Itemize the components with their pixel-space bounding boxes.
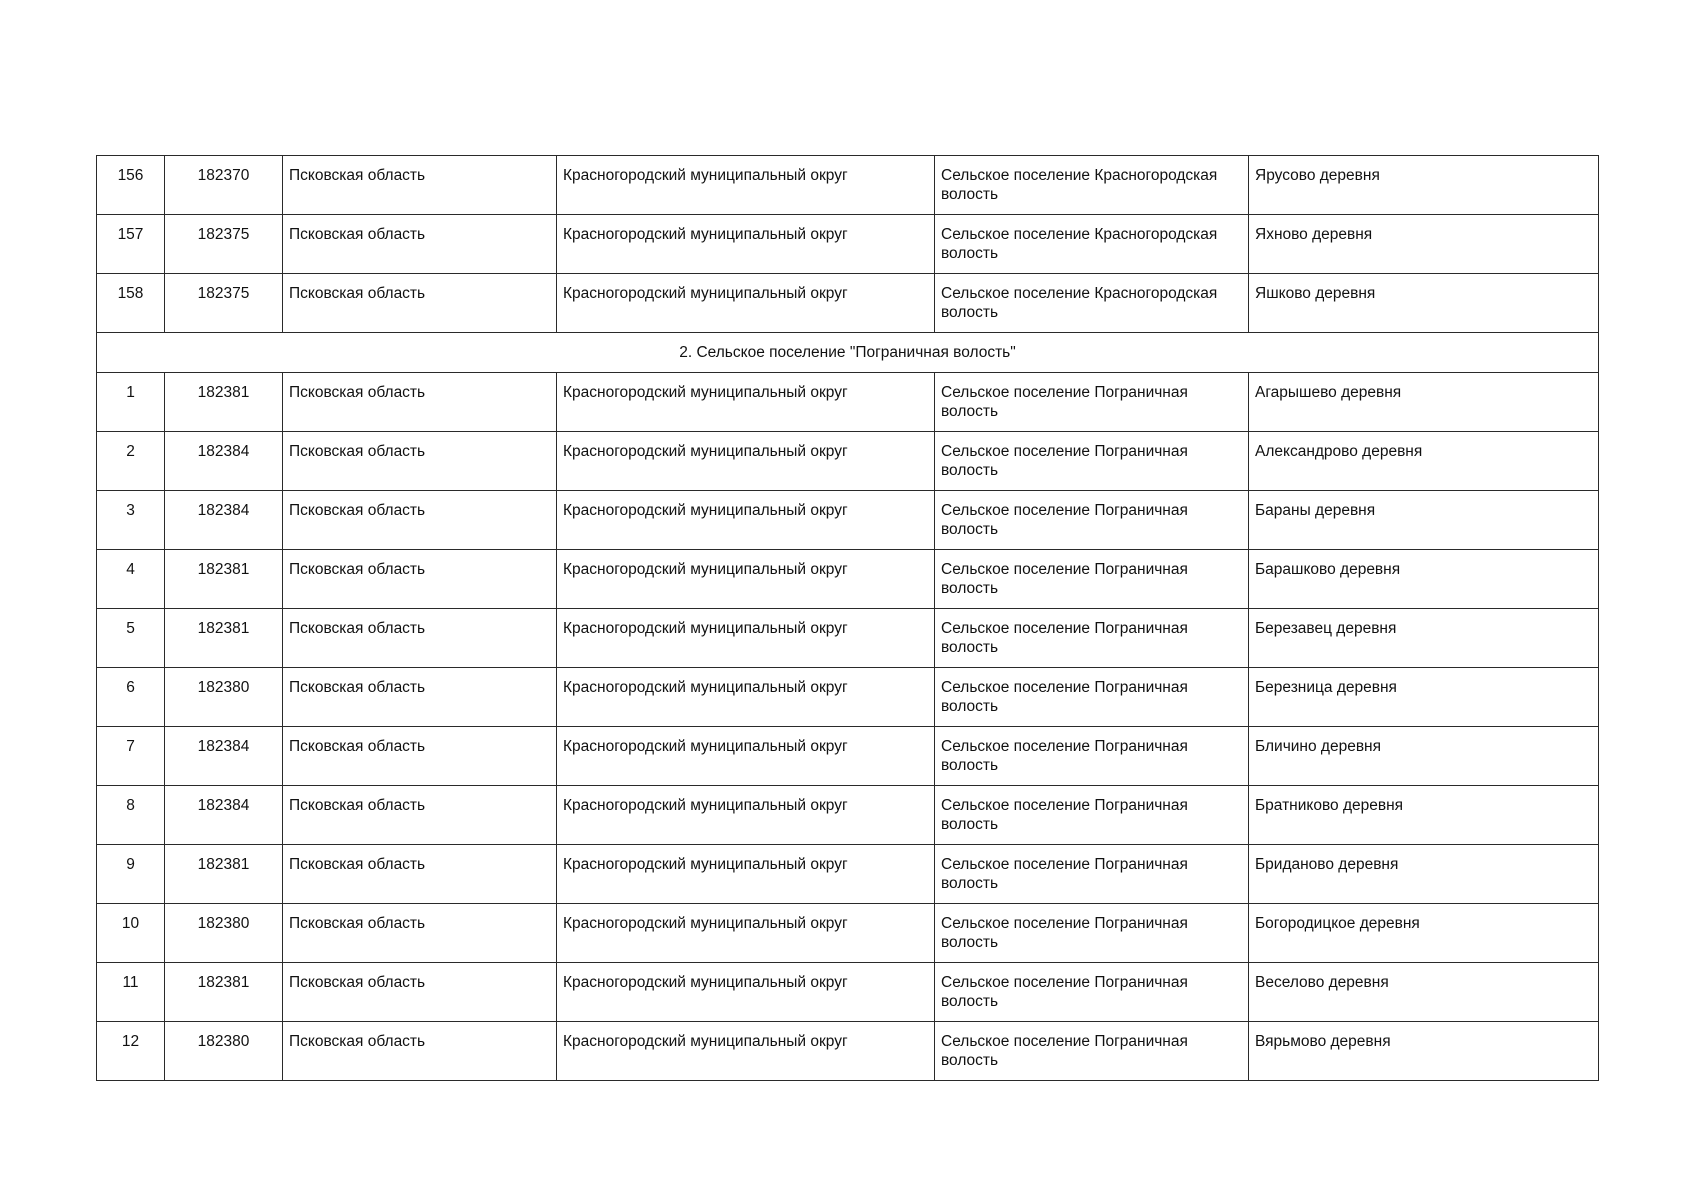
table-row bbox=[97, 786, 1599, 845]
postal-index-cell: 182380 bbox=[165, 668, 283, 727]
row-number-cell: 5 bbox=[97, 609, 165, 668]
row-number-cell: 11 bbox=[97, 963, 165, 1022]
region-cell: Псковская область bbox=[283, 215, 557, 274]
settlement-cell: Сельское поселение Красногородская волость bbox=[935, 274, 1249, 333]
table-row bbox=[97, 845, 1599, 904]
postal-index-cell: 182381 bbox=[165, 963, 283, 1022]
region-cell: Псковская область bbox=[283, 727, 557, 786]
table-row bbox=[97, 156, 1599, 215]
settlement-cell: Сельское поселение Пограничная волость bbox=[935, 432, 1249, 491]
row-number-cell: 1 bbox=[97, 373, 165, 432]
locality-cell: Березница деревня bbox=[1249, 668, 1599, 727]
row-number-cell: 9 bbox=[97, 845, 165, 904]
district-cell: Красногородский муниципальный округ bbox=[557, 491, 935, 550]
region-cell: Псковская область bbox=[283, 373, 557, 432]
row-number-cell: 157 bbox=[97, 215, 165, 274]
postal-index-cell: 182370 bbox=[165, 156, 283, 215]
locality-cell: Бриданово деревня bbox=[1249, 845, 1599, 904]
table-row bbox=[97, 668, 1599, 727]
locality-cell: Веселово деревня bbox=[1249, 963, 1599, 1022]
table-row bbox=[97, 432, 1599, 491]
postal-index-cell: 182375 bbox=[165, 215, 283, 274]
settlement-cell: Сельское поселение Пограничная волость bbox=[935, 727, 1249, 786]
postal-index-cell: 182384 bbox=[165, 786, 283, 845]
settlement-cell: Сельское поселение Пограничная волость bbox=[935, 845, 1249, 904]
locality-cell: Барашково деревня bbox=[1249, 550, 1599, 609]
row-number-cell: 158 bbox=[97, 274, 165, 333]
district-cell: Красногородский муниципальный округ bbox=[557, 786, 935, 845]
region-cell: Псковская область bbox=[283, 786, 557, 845]
settlement-cell: Сельское поселение Пограничная волость bbox=[935, 1022, 1249, 1081]
locality-cell: Вярьмово деревня bbox=[1249, 1022, 1599, 1081]
postal-index-cell: 182381 bbox=[165, 373, 283, 432]
settlement-cell: Сельское поселение Пограничная волость bbox=[935, 373, 1249, 432]
locality-cell: Яхново деревня bbox=[1249, 215, 1599, 274]
table-row bbox=[97, 963, 1599, 1022]
region-cell: Псковская область bbox=[283, 668, 557, 727]
region-cell: Псковская область bbox=[283, 845, 557, 904]
postal-index-cell: 182384 bbox=[165, 491, 283, 550]
row-number-cell: 8 bbox=[97, 786, 165, 845]
locality-cell: Березавец деревня bbox=[1249, 609, 1599, 668]
locality-cell: Бличино деревня bbox=[1249, 727, 1599, 786]
district-cell: Красногородский муниципальный округ bbox=[557, 432, 935, 491]
table-row bbox=[97, 904, 1599, 963]
section-title: 2. Сельское поселение "Пограничная волость" bbox=[97, 333, 1599, 373]
region-cell: Псковская область bbox=[283, 609, 557, 668]
district-cell: Красногородский муниципальный округ bbox=[557, 215, 935, 274]
region-cell: Псковская область bbox=[283, 432, 557, 491]
locality-cell: Александрово деревня bbox=[1249, 432, 1599, 491]
settlement-cell: Сельское поселение Красногородская волость bbox=[935, 215, 1249, 274]
settlement-cell: Сельское поселение Пограничная волость bbox=[935, 904, 1249, 963]
district-cell: Красногородский муниципальный округ bbox=[557, 373, 935, 432]
district-cell: Красногородский муниципальный округ bbox=[557, 668, 935, 727]
table-row bbox=[97, 274, 1599, 333]
region-cell: Псковская область bbox=[283, 274, 557, 333]
locality-cell: Бараны деревня bbox=[1249, 491, 1599, 550]
region-cell: Псковская область bbox=[283, 963, 557, 1022]
region-cell: Псковская область bbox=[283, 550, 557, 609]
table-row bbox=[97, 727, 1599, 786]
table-row bbox=[97, 215, 1599, 274]
settlement-cell: Сельское поселение Красногородская волость bbox=[935, 156, 1249, 215]
table-row bbox=[97, 491, 1599, 550]
region-cell: Псковская область bbox=[283, 1022, 557, 1081]
settlements-table bbox=[96, 155, 1599, 1081]
district-cell: Красногородский муниципальный округ bbox=[557, 904, 935, 963]
settlement-cell: Сельское поселение Пограничная волость bbox=[935, 668, 1249, 727]
row-number-cell: 6 bbox=[97, 668, 165, 727]
region-cell: Псковская область bbox=[283, 156, 557, 215]
region-cell: Псковская область bbox=[283, 491, 557, 550]
table-row bbox=[97, 1022, 1599, 1081]
district-cell: Красногородский муниципальный округ bbox=[557, 727, 935, 786]
locality-cell: Яшково деревня bbox=[1249, 274, 1599, 333]
postal-index-cell: 182375 bbox=[165, 274, 283, 333]
row-number-cell: 12 bbox=[97, 1022, 165, 1081]
postal-index-cell: 182384 bbox=[165, 432, 283, 491]
locality-cell: Братниково деревня bbox=[1249, 786, 1599, 845]
row-number-cell: 156 bbox=[97, 156, 165, 215]
settlement-cell: Сельское поселение Пограничная волость bbox=[935, 963, 1249, 1022]
postal-index-cell: 182381 bbox=[165, 550, 283, 609]
district-cell: Красногородский муниципальный округ bbox=[557, 156, 935, 215]
row-number-cell: 4 bbox=[97, 550, 165, 609]
settlement-cell: Сельское поселение Пограничная волость bbox=[935, 609, 1249, 668]
table-row bbox=[97, 373, 1599, 432]
postal-index-cell: 182384 bbox=[165, 727, 283, 786]
settlement-cell: Сельское поселение Пограничная волость bbox=[935, 786, 1249, 845]
row-number-cell: 3 bbox=[97, 491, 165, 550]
table-row bbox=[97, 609, 1599, 668]
settlement-cell: Сельское поселение Пограничная волость bbox=[935, 550, 1249, 609]
district-cell: Красногородский муниципальный округ bbox=[557, 1022, 935, 1081]
row-number-cell: 10 bbox=[97, 904, 165, 963]
district-cell: Красногородский муниципальный округ bbox=[557, 963, 935, 1022]
settlement-cell: Сельское поселение Пограничная волость bbox=[935, 491, 1249, 550]
locality-cell: Богородицкое деревня bbox=[1249, 904, 1599, 963]
postal-index-cell: 182380 bbox=[165, 1022, 283, 1081]
postal-index-cell: 182380 bbox=[165, 904, 283, 963]
district-cell: Красногородский муниципальный округ bbox=[557, 609, 935, 668]
locality-cell: Ярусово деревня bbox=[1249, 156, 1599, 215]
row-number-cell: 2 bbox=[97, 432, 165, 491]
row-number-cell: 7 bbox=[97, 727, 165, 786]
region-cell: Псковская область bbox=[283, 904, 557, 963]
district-cell: Красногородский муниципальный округ bbox=[557, 845, 935, 904]
district-cell: Красногородский муниципальный округ bbox=[557, 550, 935, 609]
section-header-row bbox=[97, 333, 1599, 373]
district-cell: Красногородский муниципальный округ bbox=[557, 274, 935, 333]
table-row bbox=[97, 550, 1599, 609]
postal-index-cell: 182381 bbox=[165, 609, 283, 668]
settlements-table-body bbox=[97, 156, 1599, 1081]
locality-cell: Агарышево деревня bbox=[1249, 373, 1599, 432]
postal-index-cell: 182381 bbox=[165, 845, 283, 904]
